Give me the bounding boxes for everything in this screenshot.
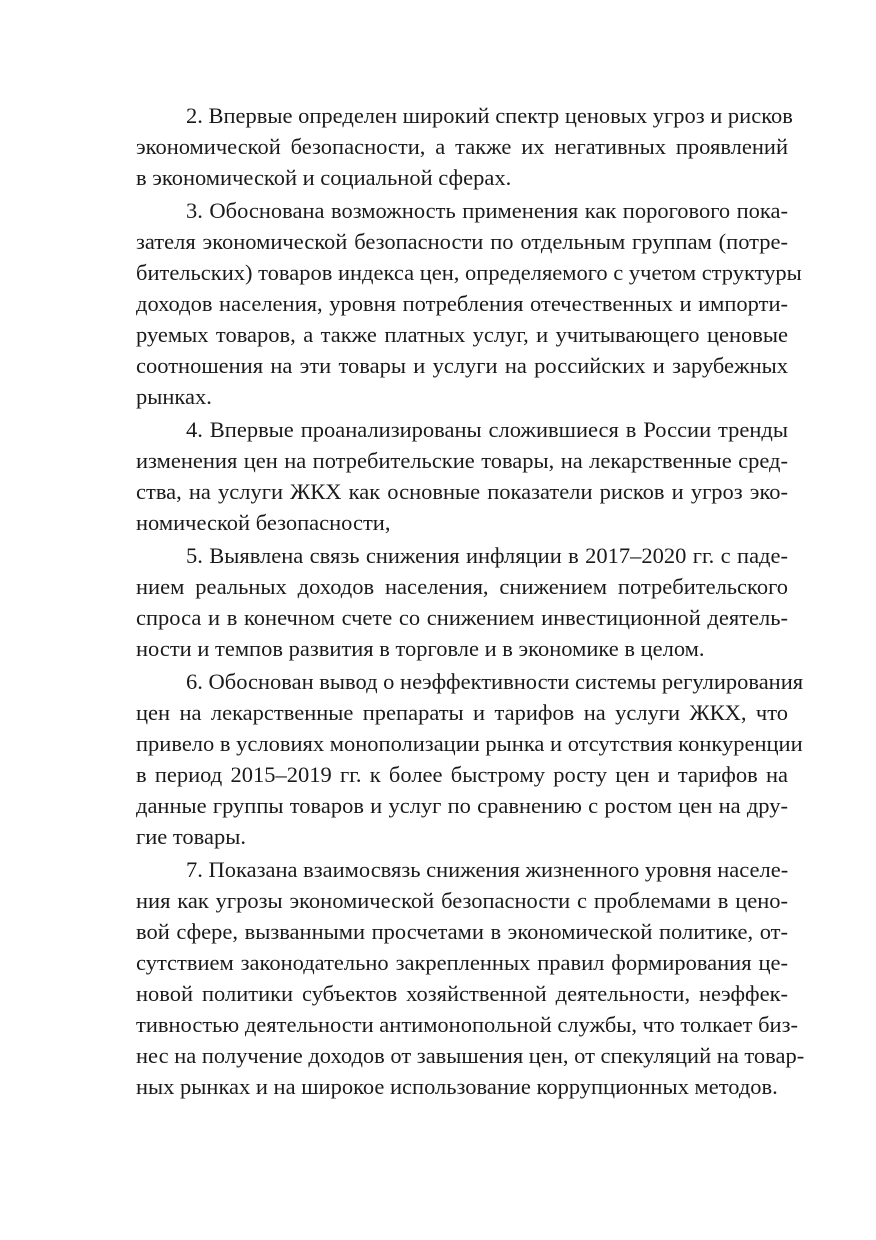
paragraph-5 [86,540,788,664]
text-line: гие товары. [136,824,246,849]
text-line: ства, на услуги ЖКХ как основные показатели рисков и угроз эко- [136,479,788,504]
text-line: вой сфере, вызванными просчетами в экономической политике, от- [136,919,788,944]
text-line: рынках. [136,384,212,409]
text-line: 2. Впервые определен широкий спектр ценовых угроз и рисков [186,103,793,128]
paragraph-2 [86,100,793,193]
paragraph-6 [86,666,804,852]
text-line: ности и темпов развития в торговле и в экономике в целом. [136,636,705,661]
text-line: нием реальных доходов населения, снижением потребительского [136,574,788,599]
paragraph-3 [86,195,802,412]
text-line: ных рынках и на широкое использование коррупционных методов. [136,1074,778,1099]
document-page [86,100,805,1104]
text-line: руемых товаров, а также платных услуг, и учитывающего ценовые [136,322,788,347]
text-line: 7. Показана взаимосвязь снижения жизненного уровня населе- [186,857,789,882]
text-line: зателя экономической безопасности по отдельным группам (потре- [136,229,788,254]
text-line: экономической безопасности, а также их негативных проявлений [136,134,788,159]
text-line: ния как угрозы экономической безопасности с проблемами в цено- [136,888,788,913]
text-line: 6. Обоснован вывод о неэффективности системы регулирования [186,669,804,694]
text-line: сутствием законодательно закрепленных правил формирования це- [136,950,788,975]
text-line: спроса и в конечном счете со снижением инвестиционной деятель- [136,605,788,630]
text-line: бительских) товаров индекса цен, определяемого с учетом структуры [136,260,802,285]
text-line: изменения цен на потребительские товары, на лекарственные сред- [136,448,788,473]
text-line: тивностью деятельности антимонопольной службы, что толкает биз- [136,1012,798,1037]
text-line: в экономической и социальной сферах. [136,165,512,190]
text-line: 4. Впервые проанализированы сложившиеся в России тренды [186,417,788,442]
text-line: 5. Выявлена связь снижения инфляции в 2017–2020 гг. с паде- [186,543,788,568]
text-line: в период 2015–2019 гг. к более быстрому росту цен и тарифов на [136,762,788,787]
text-line: привело в условиях монополизации рынка и отсутствия конкуренции [136,731,803,756]
text-line: данные группы товаров и услуг по сравнению с ростом цен на дру- [136,793,788,818]
text-line: номической безопасности, [136,510,391,535]
text-line: соотношения на эти товары и услуги на российских и зарубежных [136,353,788,378]
text-line: цен на лекарственные препараты и тарифов на услуги ЖКХ, что [136,700,788,725]
text-line: доходов населения, уровня потребления отечественных и импорти- [136,291,788,316]
text-line: 3. Обоснована возможность применения как порогового пока- [186,198,788,223]
paragraph-4 [86,414,788,538]
text-line: нес на получение доходов от завышения цен, от спекуляций на товар- [136,1043,805,1068]
text-line: новой политики субъектов хозяйственной деятельности, неэффек- [136,981,788,1006]
paragraph-7 [86,854,805,1102]
